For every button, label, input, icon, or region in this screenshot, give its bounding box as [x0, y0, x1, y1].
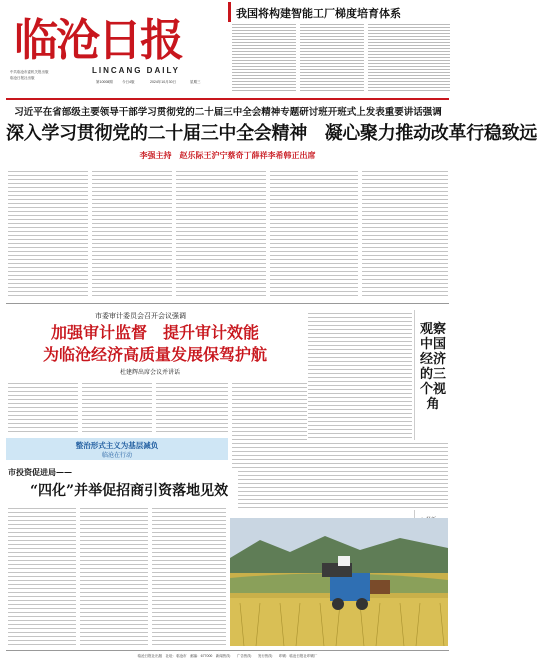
- audit-body-column: [156, 380, 228, 432]
- invest-body-column: [80, 505, 148, 647]
- audit-byline: 杜建辉出席会议并讲话: [120, 369, 181, 376]
- invest-kicker: 市投资促进局——: [8, 467, 72, 477]
- side-article-text: [368, 22, 450, 92]
- audit-body-column: [8, 380, 78, 432]
- issue-date: 2024年10月30日: [150, 80, 177, 84]
- audit-headline: [20, 322, 290, 366]
- invest-body-column: [152, 505, 226, 647]
- campaign-banner-title: 整治形式主义为基层减负: [75, 441, 159, 450]
- lead-body-column: [8, 168, 88, 298]
- lead-body-column: [92, 168, 172, 298]
- issue-number: 第10008期: [96, 80, 113, 84]
- invest-headline: “四化”并举促招商引资落地见效: [30, 483, 229, 499]
- lead-body-column: [362, 168, 448, 298]
- column-title: 观察中国经济的三个视角: [419, 322, 446, 412]
- lead-byline: 李强主持 赵乐际王沪宁蔡奇丁薛祥李希韩正出席: [139, 150, 316, 160]
- column-body-text: [238, 440, 448, 510]
- lead-body-column: [176, 168, 266, 298]
- publisher-line-2: 临沧日报社出版: [10, 76, 35, 80]
- newspaper-logo: 临沧日报: [14, 15, 182, 66]
- footer-text: 临沧日报社出版 社址：临沧市 邮编：677000 新闻热线： 广告热线： 发行热线： 印刷：临沧日报社印刷厂: [137, 654, 318, 658]
- invest-body-column: [8, 505, 76, 647]
- audit-body-column: [82, 380, 152, 432]
- footer-divider: [6, 650, 449, 651]
- side-article-title: 我国将构建智能工厂梯度培育体系: [236, 7, 401, 20]
- section-divider: [6, 303, 449, 304]
- issue-weekday: 星期三: [190, 80, 201, 84]
- masthead-divider: [6, 98, 449, 100]
- audit-kicker: 市委审计委员会召开会议强调: [95, 312, 186, 320]
- campaign-banner-subtitle: 临沧在行动: [101, 453, 132, 459]
- lead-headline: 深入学习贯彻党的二十届三中全会精神 凝心聚力推动改革行稳致远: [6, 123, 537, 144]
- lead-body-column: [270, 168, 358, 298]
- side-accent-bar: [228, 2, 231, 22]
- english-title: LINCANG DAILY: [92, 66, 180, 75]
- audit-headline-line2: 为临沧经济高质量发展保驾护航: [42, 345, 267, 364]
- side-article-text: [300, 22, 364, 92]
- publisher-line: 中共临沧市委机关报出版: [10, 70, 49, 74]
- harvest-photo: [230, 518, 448, 646]
- page-count: 今日4版: [122, 80, 135, 84]
- harvest-photo-art: [230, 518, 448, 646]
- lead-subheadline: 习近平在省部级主要领导干部学习贯彻党的二十届三中全会精神专题研讨班开班式上发表重要讲话强调: [14, 107, 442, 118]
- side-article-text: [232, 22, 296, 92]
- audit-headline-line1: 加强审计监督 提升审计效能: [50, 323, 259, 342]
